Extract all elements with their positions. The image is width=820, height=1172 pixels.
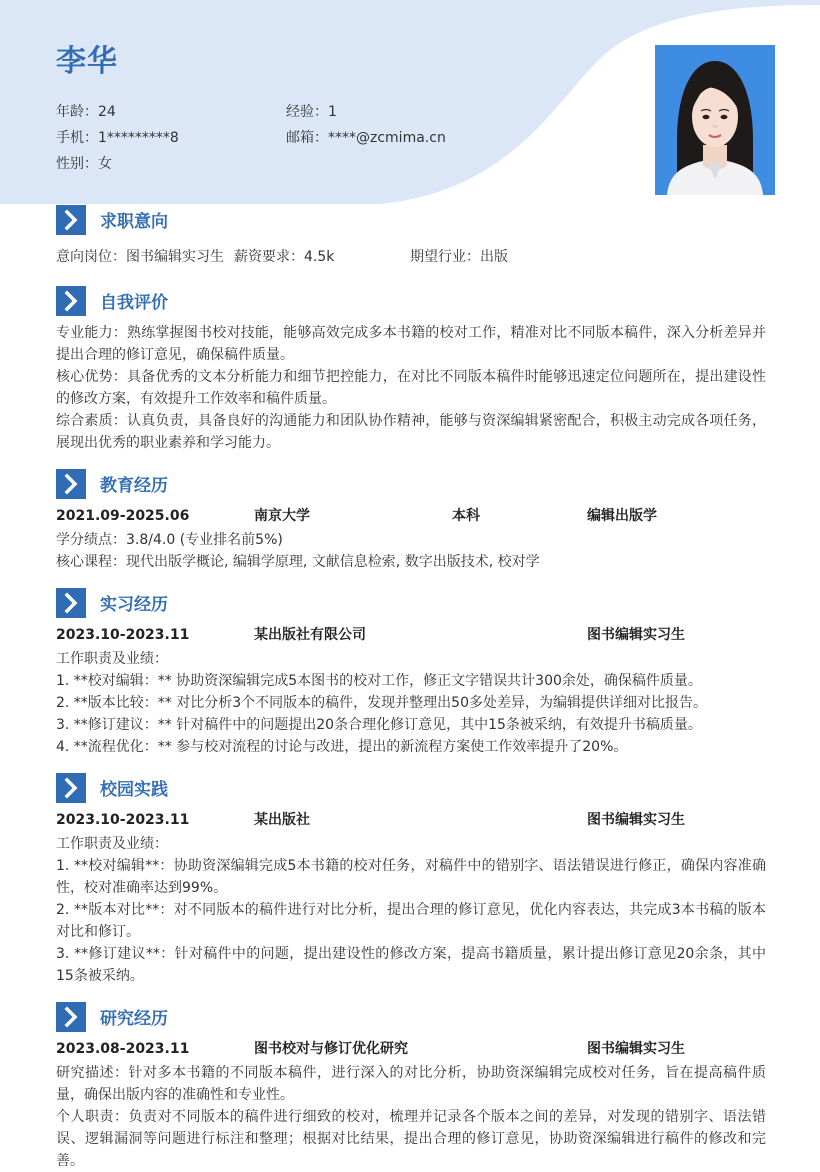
info-email: 邮箱 ： ****@zcmima.cn <box>286 127 446 147</box>
internship-item: 2. **版本比较：** 对比分析3个不同版本的稿件，发现并整理出50多处差异，为编辑提供详细对比报告。 <box>56 695 707 711</box>
education-gpa: 学分绩点：3.8/4.0 (专业排名前5%) <box>56 532 283 548</box>
internship-date: 2023.10-2023.11 <box>56 627 190 643</box>
section-title: 实习经历 <box>100 595 168 615</box>
campus-item: 1. **校对编辑**：协助资深编辑完成5本书籍的校对任务，对稿件中的错别字、语法错误进行修正，确保内容准确性，校对准确率达到99%。 <box>56 858 766 896</box>
self-evaluation-paragraph: 专业能力：熟练掌握图书校对技能，能够高效完成多本书籍的校对工作，精准对比不同版本稿件，深入分析差异并提出合理的修订意见，确保稿件质量。 <box>56 325 766 363</box>
education-date: 2021.09-2025.06 <box>56 508 190 524</box>
info-age: 年龄 ： 24 <box>56 101 116 121</box>
section-header-intent <box>56 205 764 235</box>
info-phone: 手机 ： 1*********8 <box>56 127 179 147</box>
section-header-education <box>56 469 764 499</box>
intent-salary: 薪资要求：4.5k <box>234 249 335 265</box>
candidate-name: 李华 <box>56 44 118 79</box>
research-project: 图书校对与修订优化研究 <box>254 1041 408 1057</box>
education-school: 南京大学 <box>254 508 310 524</box>
section-header-internship <box>56 588 764 618</box>
campus-org: 某出版社 <box>254 812 310 828</box>
internship-item: 4. **流程优化：** 参与校对流程的讨论与改进，提出的新流程方案使工作效率提升了20%。 <box>56 739 628 755</box>
research-description: 研究描述：针对多本书籍的不同版本稿件，进行深入的对比分析，协助资深编辑完成校对任务，旨在提高稿件质量，确保出版内容的准确性和专业性。 <box>56 1065 766 1103</box>
campus-date: 2023.10-2023.11 <box>56 812 190 828</box>
section-title: 校园实践 <box>100 780 168 800</box>
campus-item: 3. **修订建议**：针对稿件中的问题，提出建设性的修改方案，提高书籍质量，累计提出修订意见20余条，其中15条被采纳。 <box>56 946 766 984</box>
campus-role: 图书编辑实习生 <box>587 812 685 828</box>
section-header-campus <box>56 773 764 803</box>
chevron-right-icon <box>56 205 86 235</box>
internship-label: 工作职责及业绩： <box>56 651 168 667</box>
chevron-right-icon <box>56 588 86 618</box>
section-header-research <box>56 1002 764 1032</box>
education-major: 编辑出版学 <box>587 508 657 524</box>
internship-role: 图书编辑实习生 <box>587 627 685 643</box>
profile-photo <box>655 45 775 195</box>
chevron-right-icon <box>56 469 86 499</box>
info-experience: 经验 ： 1 <box>286 101 337 121</box>
section-title: 教育经历 <box>100 476 168 496</box>
campus-item: 2. **版本对比**：对不同版本的稿件进行对比分析，提出合理的修订意见，优化内容表达，共完成3本书稿的版本对比和修订。 <box>56 902 766 940</box>
self-evaluation-paragraph: 综合素质：认真负责，具备良好的沟通能力和团队协作精神，能够与资深编辑紧密配合，积极主动完成各项任务，展现出优秀的职业素养和学习能力。 <box>56 413 766 451</box>
intent-position: 意向岗位：图书编辑实习生 <box>56 249 224 265</box>
section-title: 求职意向 <box>100 212 168 232</box>
internship-item: 3. **修订建议：** 针对稿件中的问题提出20条合理化修订意见，其中15条被采纳，有效提升书稿质量。 <box>56 717 702 733</box>
section-header-self-evaluation <box>56 286 764 316</box>
internship-item: 1. **校对编辑：** 协助资深编辑完成5本图书的校对工作，修正文字错误共计300余处，确保稿件质量。 <box>56 673 702 689</box>
campus-label: 工作职责及业绩： <box>56 836 168 852</box>
section-title: 研究经历 <box>100 1009 168 1029</box>
internship-org: 某出版社有限公司 <box>254 627 366 643</box>
research-date: 2023.08-2023.11 <box>56 1041 190 1057</box>
research-role: 图书编辑实习生 <box>587 1041 685 1057</box>
chevron-right-icon <box>56 286 86 316</box>
chevron-right-icon <box>56 1002 86 1032</box>
education-degree: 本科 <box>452 508 480 524</box>
chevron-right-icon <box>56 773 86 803</box>
self-evaluation-paragraph: 核心优势：具备优秀的文本分析能力和细节把控能力，在对比不同版本稿件时能够迅速定位问题所在，提出建设性的修改方案，有效提升工作效率和稿件质量。 <box>56 369 766 407</box>
research-duty: 个人职责：负责对不同版本的稿件进行细致的校对，梳理并记录各个版本之间的差异，对发现的错别字、语法错误、逻辑漏洞等问题进行标注和整理；根据对比结果，提出合理的修订意见，协助资深编辑进行稿件的修改和完善。 <box>56 1109 766 1169</box>
education-courses: 核心课程：现代出版学概论, 编辑学原理, 文献信息检索, 数字出版技术, 校对学 <box>56 554 540 570</box>
intent-industry: 期望行业：出版 <box>410 249 508 265</box>
info-gender: 性别 ： 女 <box>56 153 112 173</box>
section-title: 自我评价 <box>100 293 168 313</box>
